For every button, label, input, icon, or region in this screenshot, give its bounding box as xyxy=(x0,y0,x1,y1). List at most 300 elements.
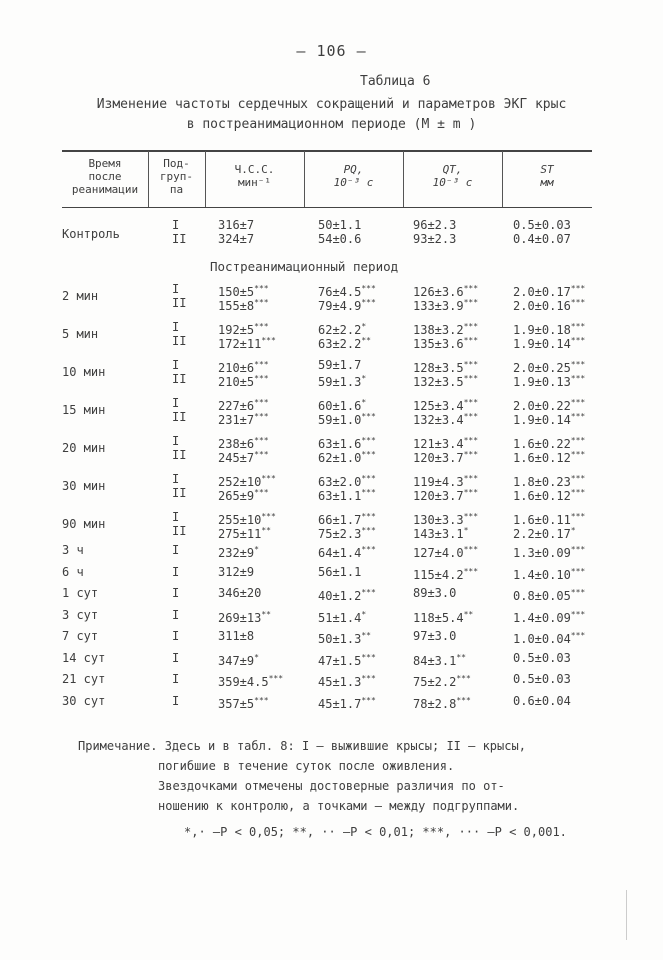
cell-value: 150±5 xyxy=(218,285,255,299)
note-line2: погибшие в течение суток после оживления. xyxy=(158,759,455,773)
significance-mark: *** xyxy=(361,412,376,421)
row-subgroup xyxy=(172,232,186,246)
cell-value: 232±9 xyxy=(218,546,255,560)
significance-mark: * xyxy=(361,609,367,619)
cell-value: 133±3.9 xyxy=(413,299,464,313)
qt-value xyxy=(413,543,478,560)
cell-value: 2.0±0.16 xyxy=(513,299,571,313)
pq-value xyxy=(318,694,376,711)
hr-value xyxy=(218,608,271,625)
cell-value: 252±10 xyxy=(218,475,262,489)
row-subgroup xyxy=(172,565,179,579)
hr-value xyxy=(218,672,283,689)
significance-mark: *** xyxy=(570,588,586,597)
significance-mark: * xyxy=(361,322,367,331)
cell-value: I xyxy=(172,472,180,486)
cell-value: 1.9±0.18 xyxy=(513,323,571,337)
cell-value: 231±7 xyxy=(218,413,255,427)
qt-value xyxy=(413,372,478,389)
significance-mark: *** xyxy=(570,450,586,459)
significance-mark: * xyxy=(463,526,469,535)
hr-value xyxy=(218,218,254,232)
significance-mark: *** xyxy=(361,450,376,459)
cell-value: I xyxy=(172,543,180,557)
row-time xyxy=(62,365,105,379)
st-value xyxy=(513,586,585,603)
row-subgroup xyxy=(172,296,186,310)
cell-value: 1.9±0.14 xyxy=(513,413,571,427)
significance-mark: *** xyxy=(570,284,586,293)
cell-value: 1.6±0.12 xyxy=(513,489,571,503)
cell-value: 1.4±0.10 xyxy=(513,567,571,582)
cell-value: I xyxy=(172,282,180,296)
significance-mark: *** xyxy=(570,566,586,576)
cell-value: 1.9±0.13 xyxy=(513,375,571,389)
hr-value xyxy=(218,543,259,560)
cell-value: 62±2.2 xyxy=(318,323,362,337)
significance-mark: *** xyxy=(463,412,479,421)
row-subgroup xyxy=(172,629,179,643)
cell-value: 1.4±0.09 xyxy=(513,610,571,625)
cell-value: 7 сут xyxy=(62,629,99,643)
significance-mark: *** xyxy=(570,436,586,445)
row-subgroup xyxy=(172,372,186,386)
row-subgroup xyxy=(172,694,179,708)
cell-value: 75±2.3 xyxy=(318,527,362,541)
table-header-rule xyxy=(62,207,592,208)
significance-mark: *** xyxy=(463,322,479,331)
row-time xyxy=(62,441,105,455)
significance-mark: ** xyxy=(261,609,271,619)
cell-value: II xyxy=(172,296,187,310)
cell-value: 2 мин xyxy=(62,289,99,303)
significance-mark: *** xyxy=(361,526,376,535)
cell-value: 132±3.4 xyxy=(413,413,464,427)
cell-value: 84±3.1 xyxy=(413,653,457,668)
st-value xyxy=(513,565,585,582)
cell-value: II xyxy=(172,410,187,424)
significance-mark: *** xyxy=(254,436,269,445)
hr-value xyxy=(218,651,259,668)
cell-value: 143±3.1 xyxy=(413,527,464,541)
cell-value: 132±3.5 xyxy=(413,375,464,389)
cell-value: 120±3.7 xyxy=(413,451,464,465)
significance-mark: *** xyxy=(254,695,269,705)
cell-value: 63±2.0 xyxy=(318,475,362,489)
st-value xyxy=(513,694,571,708)
table-title-line2: в постреанимационном периоде (M ± m ) xyxy=(186,117,477,132)
row-subgroup xyxy=(172,543,179,557)
significance-mark: *** xyxy=(570,488,586,497)
cell-value: 316±7 xyxy=(218,218,255,232)
row-time xyxy=(62,565,84,579)
cell-value: 78±2.8 xyxy=(413,696,457,711)
note-line1: Примечание. Здесь и в табл. 8: I – выжившие крысы; II – крысы, xyxy=(78,739,526,753)
row-subgroup xyxy=(172,472,179,486)
hr-value xyxy=(218,694,269,711)
row-subgroup xyxy=(172,608,179,622)
cell-value: 76±4.5 xyxy=(318,285,362,299)
cell-value: 210±5 xyxy=(218,375,255,389)
cell-value: 2.0±0.22 xyxy=(513,399,571,413)
pq-value xyxy=(318,372,366,389)
significance-mark: *** xyxy=(570,374,586,383)
significance-mark: *** xyxy=(361,284,376,293)
significance-mark: *** xyxy=(361,674,376,683)
significance-mark: *** xyxy=(463,374,479,383)
st-value xyxy=(513,410,585,427)
cell-value: 120±3.7 xyxy=(413,489,464,503)
significance-mark: *** xyxy=(361,488,376,497)
cell-value: 96±2.3 xyxy=(413,218,457,232)
significance-mark: *** xyxy=(261,474,276,483)
pq-value xyxy=(318,608,366,625)
cell-value: 126±3.6 xyxy=(413,285,464,299)
cell-value: 125±3.4 xyxy=(413,399,464,413)
page-number: – 106 – xyxy=(296,42,367,60)
row-time xyxy=(62,651,105,665)
st-value xyxy=(513,543,585,560)
significance-mark: *** xyxy=(268,674,284,683)
hr-value xyxy=(218,448,269,465)
significance-mark: * xyxy=(570,526,576,535)
cell-value: 1 сут xyxy=(62,586,99,600)
cell-value: 63±1.6 xyxy=(318,437,362,451)
row-subgroup xyxy=(172,586,179,600)
cell-value: 119±4.3 xyxy=(413,475,464,489)
cell-value: 21 сут xyxy=(62,672,106,686)
row-subgroup xyxy=(172,218,179,232)
significance-mark: *** xyxy=(463,488,479,497)
pq-value xyxy=(318,586,376,603)
cell-value: II xyxy=(172,372,187,386)
cell-value: 79±4.9 xyxy=(318,299,362,313)
hr-value xyxy=(218,232,254,246)
pq-value xyxy=(318,524,376,541)
st-value xyxy=(513,629,585,646)
note-line5: *,· –P < 0,05; **, ·· –P < 0,01; ***, ··· –P < 0,001. xyxy=(184,825,567,839)
row-time xyxy=(62,289,98,303)
cell-value: 40±1.2 xyxy=(318,589,362,603)
significance-mark: *** xyxy=(361,436,376,445)
cell-value: 47±1.5 xyxy=(318,653,362,668)
pq-value xyxy=(318,218,361,232)
cell-value: 155±8 xyxy=(218,299,255,313)
cell-value: 1.8±0.23 xyxy=(513,475,571,489)
pq-value xyxy=(318,543,376,560)
cell-value: 3 ч xyxy=(62,543,84,557)
significance-mark: *** xyxy=(254,398,269,407)
scan-edge-mark xyxy=(626,890,627,940)
cell-value: 324±7 xyxy=(218,232,255,246)
cell-value: 118±5.4 xyxy=(413,610,464,625)
cell-value: 311±8 xyxy=(218,629,255,643)
header-time: Время после реанимации xyxy=(71,157,139,196)
significance-mark: *** xyxy=(361,512,376,521)
row-time xyxy=(62,403,105,417)
cell-value: 359±4.5 xyxy=(218,675,269,689)
cell-value: 2.0±0.17 xyxy=(513,285,571,299)
significance-mark: *** xyxy=(254,412,269,421)
significance-mark: *** xyxy=(254,298,269,307)
cell-value: 357±5 xyxy=(218,696,255,711)
st-value xyxy=(513,296,585,313)
cell-value: 115±4.2 xyxy=(413,567,464,582)
significance-mark: ** xyxy=(463,609,474,619)
cell-value: 245±7 xyxy=(218,451,255,465)
significance-mark: *** xyxy=(570,609,586,619)
cell-value: 45±1.7 xyxy=(318,696,362,711)
significance-mark: *** xyxy=(463,545,479,554)
significance-mark: *** xyxy=(254,360,269,369)
significance-mark: *** xyxy=(570,398,586,407)
cell-value: 0.5±0.03 xyxy=(513,650,571,665)
table-top-rule xyxy=(62,150,592,152)
cell-value: 59±1.0 xyxy=(318,413,362,427)
cell-value: 66±1.7 xyxy=(318,513,362,527)
cell-value: 1.0±0.04 xyxy=(513,632,571,646)
cell-value: 346±20 xyxy=(218,586,262,600)
cell-value: II xyxy=(172,524,187,538)
cell-value: 75±2.2 xyxy=(413,675,457,689)
cell-value: 0.6±0.04 xyxy=(513,693,571,708)
pq-value xyxy=(318,410,376,427)
significance-mark: ** xyxy=(456,652,466,662)
cell-value: 0.5±0.03 xyxy=(513,672,571,686)
cell-value: 2.0±0.25 xyxy=(513,361,571,375)
cell-value: 50±1.1 xyxy=(318,218,362,232)
cell-value: 54±0.6 xyxy=(318,232,362,246)
cell-value: 51±1.4 xyxy=(318,610,362,625)
significance-mark: ** xyxy=(361,631,371,640)
significance-mark: * xyxy=(254,545,259,554)
cell-value: 1.6±0.12 xyxy=(513,451,571,465)
row-time xyxy=(62,517,105,531)
header-st: ST мм xyxy=(540,163,554,189)
note-line4: ношению к контролю, а точками – между подгруппами. xyxy=(158,799,520,813)
cell-value: 45±1.3 xyxy=(318,675,362,689)
row-time xyxy=(62,479,105,493)
cell-value: 15 мин xyxy=(62,403,106,417)
cell-value: 347±9 xyxy=(218,653,255,668)
st-value xyxy=(513,651,571,665)
cell-value: 227±6 xyxy=(218,399,255,413)
row-subgroup xyxy=(172,358,179,372)
significance-mark: *** xyxy=(463,512,479,521)
cell-value: Контроль xyxy=(62,227,120,241)
significance-mark: *** xyxy=(456,674,471,683)
cell-value: 128±3.5 xyxy=(413,361,464,375)
header-qt: QT, 10⁻³ с xyxy=(432,163,473,189)
row-subgroup xyxy=(172,434,179,448)
hr-value xyxy=(218,486,269,503)
cell-value: 30 сут xyxy=(62,693,106,708)
pq-value xyxy=(318,486,376,503)
header-subgroup: Под- груп- па xyxy=(159,157,194,196)
significance-mark: *** xyxy=(361,474,376,483)
st-value xyxy=(513,486,585,503)
significance-mark: *** xyxy=(463,566,479,576)
hr-value xyxy=(218,629,254,643)
cell-value: I xyxy=(172,510,180,524)
significance-mark: * xyxy=(254,652,259,662)
row-subgroup xyxy=(172,448,186,462)
significance-mark: *** xyxy=(570,545,586,554)
pq-value xyxy=(318,296,376,313)
row-subgroup xyxy=(172,672,179,686)
significance-mark: *** xyxy=(463,474,479,483)
cell-value: 130±3.3 xyxy=(413,513,464,527)
row-time xyxy=(62,629,98,643)
qt-value xyxy=(413,410,478,427)
significance-mark: *** xyxy=(570,336,586,345)
cell-value: 59±1.7 xyxy=(318,358,362,372)
qt-value xyxy=(413,608,473,625)
row-subgroup xyxy=(172,510,179,524)
pq-value xyxy=(318,232,361,246)
st-value xyxy=(513,232,571,246)
cell-value: 30 мин xyxy=(62,479,106,493)
significance-mark: *** xyxy=(361,588,376,597)
cell-value: 10 мин xyxy=(62,365,106,379)
cell-value: 238±6 xyxy=(218,437,255,451)
cell-value: 59±1.3 xyxy=(318,375,362,389)
qt-value xyxy=(413,486,478,503)
pq-value xyxy=(318,565,361,579)
row-subgroup xyxy=(172,651,179,665)
st-value xyxy=(513,608,585,625)
significance-mark: *** xyxy=(254,450,269,459)
cell-value: 62±1.0 xyxy=(318,451,362,465)
qt-value xyxy=(413,694,471,711)
qt-value xyxy=(413,232,456,246)
cell-value: 63±2.2 xyxy=(318,337,362,351)
row-time xyxy=(62,672,105,686)
cell-value: II xyxy=(172,232,187,246)
header-hr: Ч.С.С. мин⁻¹ xyxy=(234,163,275,189)
qt-value xyxy=(413,629,456,643)
hr-value xyxy=(218,565,254,579)
cell-value: 269±13 xyxy=(218,610,262,625)
significance-mark: *** xyxy=(463,398,479,407)
significance-mark: * xyxy=(361,374,367,383)
qt-value xyxy=(413,586,456,600)
significance-mark: *** xyxy=(261,512,276,521)
hr-value xyxy=(218,296,269,313)
hr-value xyxy=(218,524,271,541)
significance-mark: *** xyxy=(361,545,376,554)
row-time xyxy=(62,327,98,341)
significance-mark: *** xyxy=(254,374,269,383)
table-label: Таблица 6 xyxy=(360,74,431,89)
table-title-line1: Изменение частоты сердечных сокращений и параметров ЭКГ крыс xyxy=(96,97,567,112)
cell-value: 1.3±0.09 xyxy=(513,546,571,560)
significance-mark: *** xyxy=(254,488,269,497)
cell-value: 0.4±0.07 xyxy=(513,232,571,246)
significance-mark: *** xyxy=(570,412,586,421)
cell-value: 1.6±0.22 xyxy=(513,437,571,451)
cell-value: 97±3.0 xyxy=(413,629,457,643)
significance-mark: *** xyxy=(261,336,276,345)
row-subgroup xyxy=(172,524,186,538)
hr-value xyxy=(218,410,269,427)
cell-value: II xyxy=(172,334,187,348)
cell-value: 192±5 xyxy=(218,323,255,337)
cell-value: I xyxy=(172,650,180,665)
qt-value xyxy=(413,334,478,351)
pq-value xyxy=(318,358,361,372)
cell-value: II xyxy=(172,486,187,500)
cell-value: 50±1.3 xyxy=(318,632,362,646)
significance-mark: *** xyxy=(570,298,586,307)
cell-value: I xyxy=(172,607,180,622)
cell-value: II xyxy=(172,448,187,462)
st-value xyxy=(513,218,571,232)
significance-mark: *** xyxy=(570,360,586,369)
qt-value xyxy=(413,651,466,668)
cell-value: 1.9±0.14 xyxy=(513,337,571,351)
cell-value: I xyxy=(172,693,180,708)
cell-value: 64±1.4 xyxy=(318,546,362,560)
cell-value: I xyxy=(172,358,180,372)
cell-value: 255±10 xyxy=(218,513,262,527)
significance-mark: ** xyxy=(361,336,371,345)
row-time xyxy=(62,694,105,708)
row-time xyxy=(62,543,84,557)
cell-value: 0.5±0.03 xyxy=(513,218,571,232)
significance-mark: *** xyxy=(463,450,479,459)
qt-value xyxy=(413,524,468,541)
row-time xyxy=(62,227,120,241)
cell-value: I xyxy=(172,672,180,686)
cell-value: I xyxy=(172,564,180,579)
pq-value xyxy=(318,672,376,689)
significance-mark: *** xyxy=(463,360,479,369)
hr-value xyxy=(218,586,261,600)
pq-value xyxy=(318,629,371,646)
cell-value: 60±1.6 xyxy=(318,399,362,413)
cell-value: 265±9 xyxy=(218,489,255,503)
row-time xyxy=(62,608,98,622)
significance-mark: *** xyxy=(463,336,479,345)
st-value xyxy=(513,334,585,351)
significance-mark: *** xyxy=(463,284,479,293)
pq-value xyxy=(318,334,371,351)
significance-mark: *** xyxy=(361,298,376,307)
cell-value: 135±3.6 xyxy=(413,337,464,351)
cell-value: I xyxy=(172,320,180,334)
note-line3: Звездочками отмечены достоверные различия по от- xyxy=(158,779,505,793)
st-value xyxy=(513,672,571,686)
cell-value: I xyxy=(172,434,180,448)
hr-value xyxy=(218,334,276,351)
significance-mark: *** xyxy=(570,474,586,483)
cell-value: I xyxy=(172,629,180,643)
significance-mark: *** xyxy=(254,284,269,293)
cell-value: 312±9 xyxy=(218,564,255,579)
qt-value xyxy=(413,218,456,232)
significance-mark: *** xyxy=(570,322,586,331)
qt-value xyxy=(413,296,478,313)
cell-value: 5 мин xyxy=(62,327,99,341)
qt-value xyxy=(413,448,478,465)
hr-value xyxy=(218,372,269,389)
significance-mark: *** xyxy=(456,695,471,705)
significance-mark: *** xyxy=(463,298,479,307)
row-subgroup xyxy=(172,410,186,424)
st-value xyxy=(513,448,585,465)
pq-value xyxy=(318,651,376,668)
